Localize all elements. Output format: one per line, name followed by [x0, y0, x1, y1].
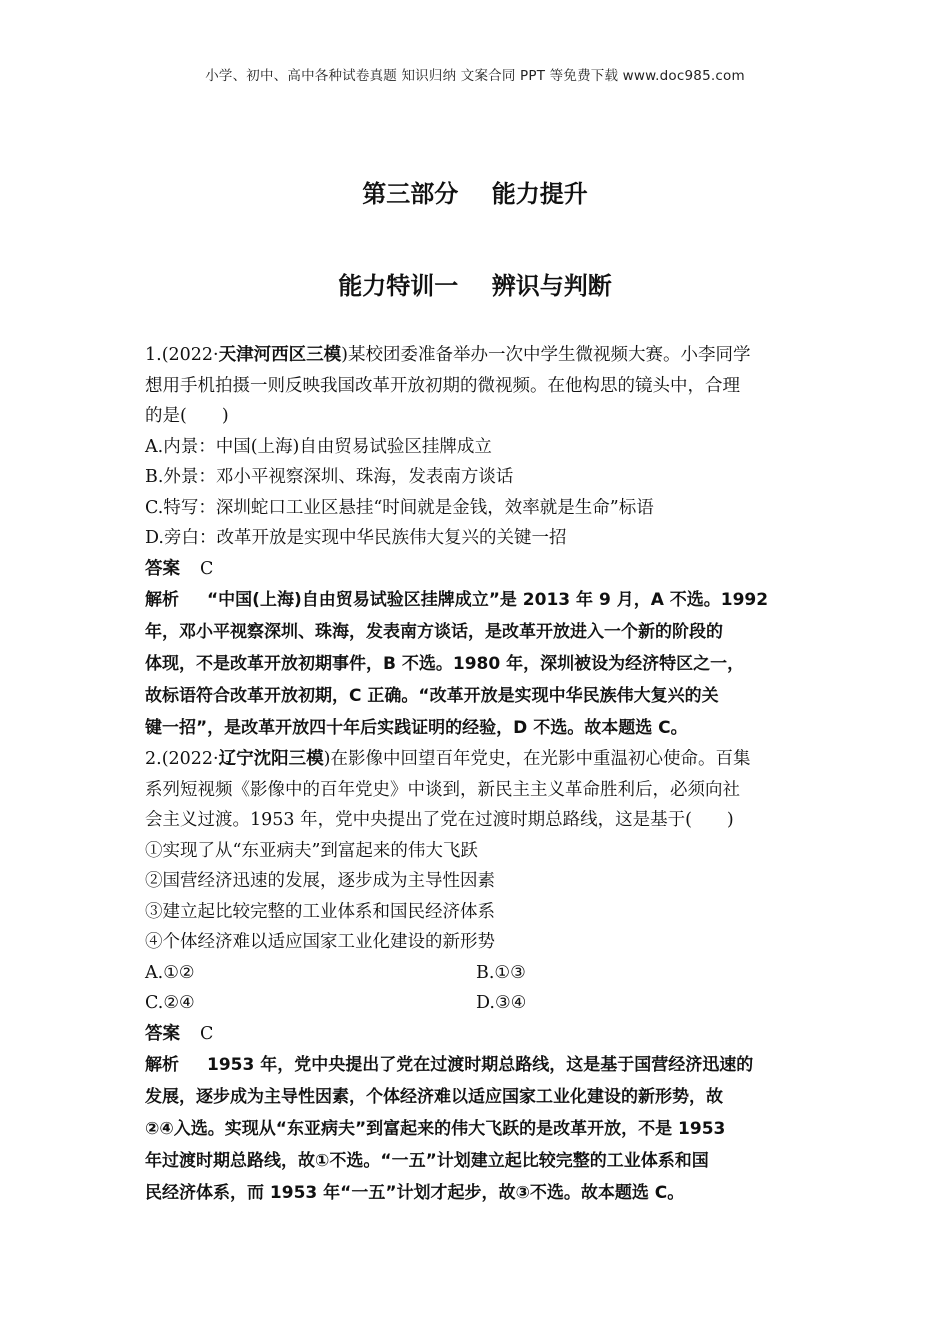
option-b: B.外景：邓小平视察深圳、珠海，发表南方谈话	[145, 467, 514, 487]
analysis-line: 故标语符合改革开放初期，C 正确。“改革开放是实现中华民族伟大复兴的关	[145, 686, 719, 706]
question-number: 1.(2022·	[145, 345, 219, 365]
analysis-line: 民经济体系，而 1953 年“一五”计划才起步，故③不选。故本题选 C。	[145, 1183, 685, 1203]
document-body	[145, 340, 807, 1209]
analysis	[145, 1049, 807, 1209]
analysis-line: 键一招”，是改革开放四十年后实践证明的经验，D 不选。故本题选 C。	[145, 718, 688, 738]
question-source: 天津河西区三模	[218, 345, 342, 365]
statement-3: ③建立起比较完整的工业体系和国民经济体系	[145, 901, 495, 922]
answer-label: 答案	[145, 558, 180, 579]
option-a: A.内景：中国(上海)自由贸易试验区挂牌成立	[145, 436, 492, 457]
answer-label: 答案	[145, 1023, 180, 1044]
analysis	[145, 584, 807, 744]
question-stem-text: )某校团委准备举办一次中学生微视频大赛。小李同学	[341, 345, 751, 365]
analysis-line: ②④入选。实现从“东亚病夫”到富起来的伟大飞跃的是改革开放，不是 1953	[145, 1119, 726, 1139]
answer-value: C	[200, 558, 214, 579]
option-d: D.旁白：改革开放是实现中华民族伟大复兴的关键一招	[145, 528, 567, 548]
question-stem-line: 系列短视频《影像中的百年党史》中谈到，新民主主义革命胜利后，必须向社	[145, 779, 740, 800]
question-stem-line	[145, 340, 807, 371]
analysis-line: 年，邓小平视察深圳、珠海，发表南方谈话，是改革开放进入一个新的阶段的	[145, 622, 723, 642]
analysis-line: 解析 “中国(上海)自由贸易试验区挂牌成立”是 2013 年 9 月，A 不选。1992	[145, 590, 769, 610]
option-c: C.特写：深圳蛇口工业区悬挂“时间就是金钱，效率就是生命”标语	[145, 497, 654, 518]
statement-2: ②国营经济迅速的发展，逐步成为主导性因素	[145, 871, 495, 891]
answer-value: C	[200, 1023, 214, 1044]
section-title: 能力特训一 辨识与判断	[338, 272, 612, 300]
question-stem-line: 想用手机拍摄一则反映我国改革开放初期的微视频。在他构思的镜头中，合理	[145, 375, 740, 396]
options-row	[145, 988, 807, 1019]
page-header: 小学、初中、高中各种试卷真题 知识归纳 文案合同 PPT 等免费下载 www.doc985.com	[205, 68, 745, 84]
question-stem-line: 会主义过渡。1953 年，党中央提出了党在过渡时期总路线，这是基于( )	[145, 810, 734, 830]
analysis-line: 体现，不是改革开放初期事件，B 不选。1980 年，深圳被设为经济特区之一，	[145, 654, 745, 674]
part-title: 第三部分 能力提升	[362, 180, 588, 208]
statement-4: ④个体经济难以适应国家工业化建设的新形势	[145, 932, 495, 952]
question-stem-line	[145, 744, 807, 775]
analysis-line: 解析 1953 年，党中央提出了党在过渡时期总路线，这是基于国营经济迅速的	[145, 1055, 754, 1075]
analysis-label: 解析	[145, 590, 179, 610]
question-2	[145, 744, 807, 1209]
options-row	[145, 958, 807, 989]
option-a: A.①②	[145, 962, 195, 983]
statement-1: ①实现了从“东亚病夫”到富起来的伟大飞跃	[145, 840, 478, 861]
question-stem-line: 的是( )	[145, 406, 229, 426]
answer-line	[145, 1019, 807, 1050]
analysis-line: 发展，逐步成为主导性因素，个体经济难以适应国家工业化建设的新形势，故	[145, 1087, 723, 1107]
analysis-label: 解析	[145, 1055, 179, 1075]
answer-line	[145, 554, 807, 585]
question-source: 辽宁沈阳三模	[218, 749, 324, 769]
question-stem-text: )在影像中回望百年党史，在光影中重温初心使命。百集	[323, 749, 751, 769]
option-b: B.①③	[476, 962, 526, 983]
question-1	[145, 340, 807, 744]
question-number: 2.(2022·	[145, 749, 219, 769]
option-d: D.③④	[476, 993, 527, 1013]
analysis-line: 年过渡时期总路线，故①不选。“一五”计划建立起比较完整的工业体系和国	[145, 1151, 709, 1171]
option-c: C.②④	[145, 993, 195, 1013]
